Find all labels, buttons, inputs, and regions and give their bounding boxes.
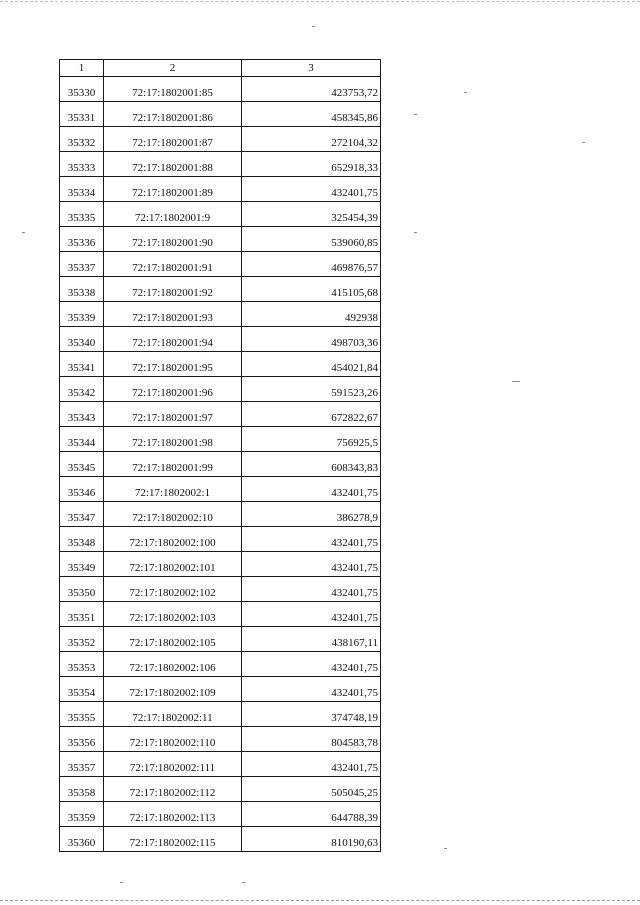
- cadastral-value-cell: 432401,75: [242, 652, 381, 677]
- cadastral-value-cell: 423753,72: [242, 77, 381, 102]
- table-row: [60, 227, 381, 252]
- table-row: [60, 827, 381, 852]
- table-row: [60, 202, 381, 227]
- cadastral-number-cell: 72:17:1802001:85: [104, 77, 242, 102]
- cadastral-number-cell: 72:17:1802002:110: [104, 727, 242, 752]
- row-number-cell: 35335: [60, 202, 104, 227]
- cadastral-value-cell: 432401,75: [242, 677, 381, 702]
- cadastral-value-cell: 469876,57: [242, 252, 381, 277]
- scan-speck: [414, 232, 417, 233]
- cadastral-number-cell: 72:17:1802001:89: [104, 177, 242, 202]
- cadastral-number-cell: 72:17:1802001:94: [104, 327, 242, 352]
- cadastral-number-cell: 72:17:1802002:100: [104, 527, 242, 552]
- cadastral-number-cell: 72:17:1802001:93: [104, 302, 242, 327]
- cadastral-value-cell: 652918,33: [242, 152, 381, 177]
- cadastral-number-cell: 72:17:1802001:87: [104, 127, 242, 152]
- cadastral-value-cell: 492938: [242, 302, 381, 327]
- table-row: [60, 527, 381, 552]
- cadastral-value-cell: 672822,67: [242, 402, 381, 427]
- row-number-cell: 35354: [60, 677, 104, 702]
- cadastral-value-cell: 272104,32: [242, 127, 381, 152]
- cadastral-number-cell: 72:17:1802001:86: [104, 102, 242, 127]
- cadastral-number-cell: 72:17:1802001:88: [104, 152, 242, 177]
- row-number-cell: 35332: [60, 127, 104, 152]
- top-edge-line: [0, 1, 640, 2]
- cadastral-number-cell: 72:17:1802002:101: [104, 552, 242, 577]
- column-header-3: 3: [242, 60, 381, 77]
- cadastral-number-cell: 72:17:1802001:96: [104, 377, 242, 402]
- cadastral-number-cell: 72:17:1802002:113: [104, 802, 242, 827]
- table-row: [60, 427, 381, 452]
- table-row: [60, 127, 381, 152]
- row-number-cell: 35357: [60, 752, 104, 777]
- cadastral-value-cell: 386278,9: [242, 502, 381, 527]
- scan-speck: [464, 92, 467, 93]
- table-row: [60, 277, 381, 302]
- row-number-cell: 35331: [60, 102, 104, 127]
- cadastral-number-cell: 72:17:1802001:92: [104, 277, 242, 302]
- scan-speck: [312, 26, 315, 27]
- row-number-cell: 35359: [60, 802, 104, 827]
- row-number-cell: 35342: [60, 377, 104, 402]
- table-row: [60, 702, 381, 727]
- cadastral-number-cell: 72:17:1802002:109: [104, 677, 242, 702]
- cadastral-value-cell: 498703,36: [242, 327, 381, 352]
- cadastral-value-cell: 810190,63: [242, 827, 381, 852]
- column-header-2: 2: [104, 60, 242, 77]
- bottom-edge-line: [0, 900, 640, 901]
- cadastral-value-cell: 432401,75: [242, 552, 381, 577]
- cadastral-value-cell: 325454,39: [242, 202, 381, 227]
- row-number-cell: 35349: [60, 552, 104, 577]
- row-number-cell: 35339: [60, 302, 104, 327]
- row-number-cell: 35340: [60, 327, 104, 352]
- cadastral-value-cell: 539060,85: [242, 227, 381, 252]
- table-body: [60, 77, 381, 852]
- table-header: [60, 60, 381, 77]
- scan-speck: [120, 882, 123, 883]
- table-row: [60, 77, 381, 102]
- row-number-cell: 35338: [60, 277, 104, 302]
- row-number-cell: 35333: [60, 152, 104, 177]
- cadastral-value-cell: 432401,75: [242, 752, 381, 777]
- cadastral-value-cell: 458345,86: [242, 102, 381, 127]
- row-number-cell: 35351: [60, 602, 104, 627]
- cadastral-number-cell: 72:17:1802002:111: [104, 752, 242, 777]
- row-number-cell: 35360: [60, 827, 104, 852]
- table-row: [60, 802, 381, 827]
- cadastral-number-cell: 72:17:1802001:99: [104, 452, 242, 477]
- row-number-cell: 35337: [60, 252, 104, 277]
- scan-speck: [444, 848, 447, 849]
- cadastral-number-cell: 72:17:1802002:115: [104, 827, 242, 852]
- cadastral-value-cell: 432401,75: [242, 577, 381, 602]
- cadastral-number-cell: 72:17:1802002:112: [104, 777, 242, 802]
- cadastral-number-cell: 72:17:1802002:10: [104, 502, 242, 527]
- table-row: [60, 152, 381, 177]
- cadastral-value-cell: 608343,83: [242, 452, 381, 477]
- table-row: [60, 727, 381, 752]
- cadastral-number-cell: 72:17:1802001:97: [104, 402, 242, 427]
- row-number-cell: 35336: [60, 227, 104, 252]
- cadastral-number-cell: 72:17:1802001:9: [104, 202, 242, 227]
- table-row: [60, 502, 381, 527]
- table-row: [60, 327, 381, 352]
- column-header-1: 1: [60, 60, 104, 77]
- cadastral-number-cell: 72:17:1802002:103: [104, 602, 242, 627]
- table-row: [60, 627, 381, 652]
- row-number-cell: 35334: [60, 177, 104, 202]
- cadastral-value-cell: 454021,84: [242, 352, 381, 377]
- row-number-cell: 35346: [60, 477, 104, 502]
- row-number-cell: 35353: [60, 652, 104, 677]
- table-row: [60, 777, 381, 802]
- table-row: [60, 452, 381, 477]
- row-number-cell: 35343: [60, 402, 104, 427]
- cadastral-number-cell: 72:17:1802001:95: [104, 352, 242, 377]
- cadastral-value-cell: 644788,39: [242, 802, 381, 827]
- cadastral-number-cell: 72:17:1802002:105: [104, 627, 242, 652]
- table-row: [60, 752, 381, 777]
- row-number-cell: 35348: [60, 527, 104, 552]
- row-number-cell: 35356: [60, 727, 104, 752]
- table-row: [60, 177, 381, 202]
- table-row: [60, 402, 381, 427]
- table-row: [60, 302, 381, 327]
- header-row: [60, 60, 381, 77]
- cadastral-value-cell: 432401,75: [242, 602, 381, 627]
- table-row: [60, 652, 381, 677]
- cadastral-value-cell: 591523,26: [242, 377, 381, 402]
- cadastral-value-table: [59, 59, 381, 852]
- cadastral-value-cell: 438167,11: [242, 627, 381, 652]
- cadastral-number-cell: 72:17:1802001:90: [104, 227, 242, 252]
- row-number-cell: 35350: [60, 577, 104, 602]
- scan-speck: [414, 114, 417, 115]
- cadastral-number-cell: 72:17:1802002:1: [104, 477, 242, 502]
- table-row: [60, 552, 381, 577]
- row-number-cell: 35330: [60, 77, 104, 102]
- table-row: [60, 377, 381, 402]
- row-number-cell: 35341: [60, 352, 104, 377]
- cadastral-number-cell: 72:17:1802001:98: [104, 427, 242, 452]
- scan-speck: [242, 882, 245, 883]
- cadastral-value-cell: 432401,75: [242, 177, 381, 202]
- table-row: [60, 602, 381, 627]
- row-number-cell: 35358: [60, 777, 104, 802]
- scan-speck: [22, 232, 25, 233]
- cadastral-number-cell: 72:17:1802002:102: [104, 577, 242, 602]
- row-number-cell: 35355: [60, 702, 104, 727]
- cadastral-value-cell: 505045,25: [242, 777, 381, 802]
- cadastral-value-cell: 415105,68: [242, 277, 381, 302]
- cadastral-value-cell: 432401,75: [242, 477, 381, 502]
- table-row: [60, 477, 381, 502]
- scan-speck: [512, 381, 520, 382]
- cadastral-value-cell: 756925,5: [242, 427, 381, 452]
- cadastral-number-cell: 72:17:1802001:91: [104, 252, 242, 277]
- cadastral-number-cell: 72:17:1802002:11: [104, 702, 242, 727]
- table-row: [60, 102, 381, 127]
- cadastral-value-cell: 374748,19: [242, 702, 381, 727]
- row-number-cell: 35344: [60, 427, 104, 452]
- table-row: [60, 677, 381, 702]
- row-number-cell: 35347: [60, 502, 104, 527]
- cadastral-value-cell: 804583,78: [242, 727, 381, 752]
- cadastral-number-cell: 72:17:1802002:106: [104, 652, 242, 677]
- table-row: [60, 577, 381, 602]
- table-row: [60, 352, 381, 377]
- row-number-cell: 35352: [60, 627, 104, 652]
- scan-speck: [582, 142, 585, 143]
- table-row: [60, 252, 381, 277]
- row-number-cell: 35345: [60, 452, 104, 477]
- cadastral-value-cell: 432401,75: [242, 527, 381, 552]
